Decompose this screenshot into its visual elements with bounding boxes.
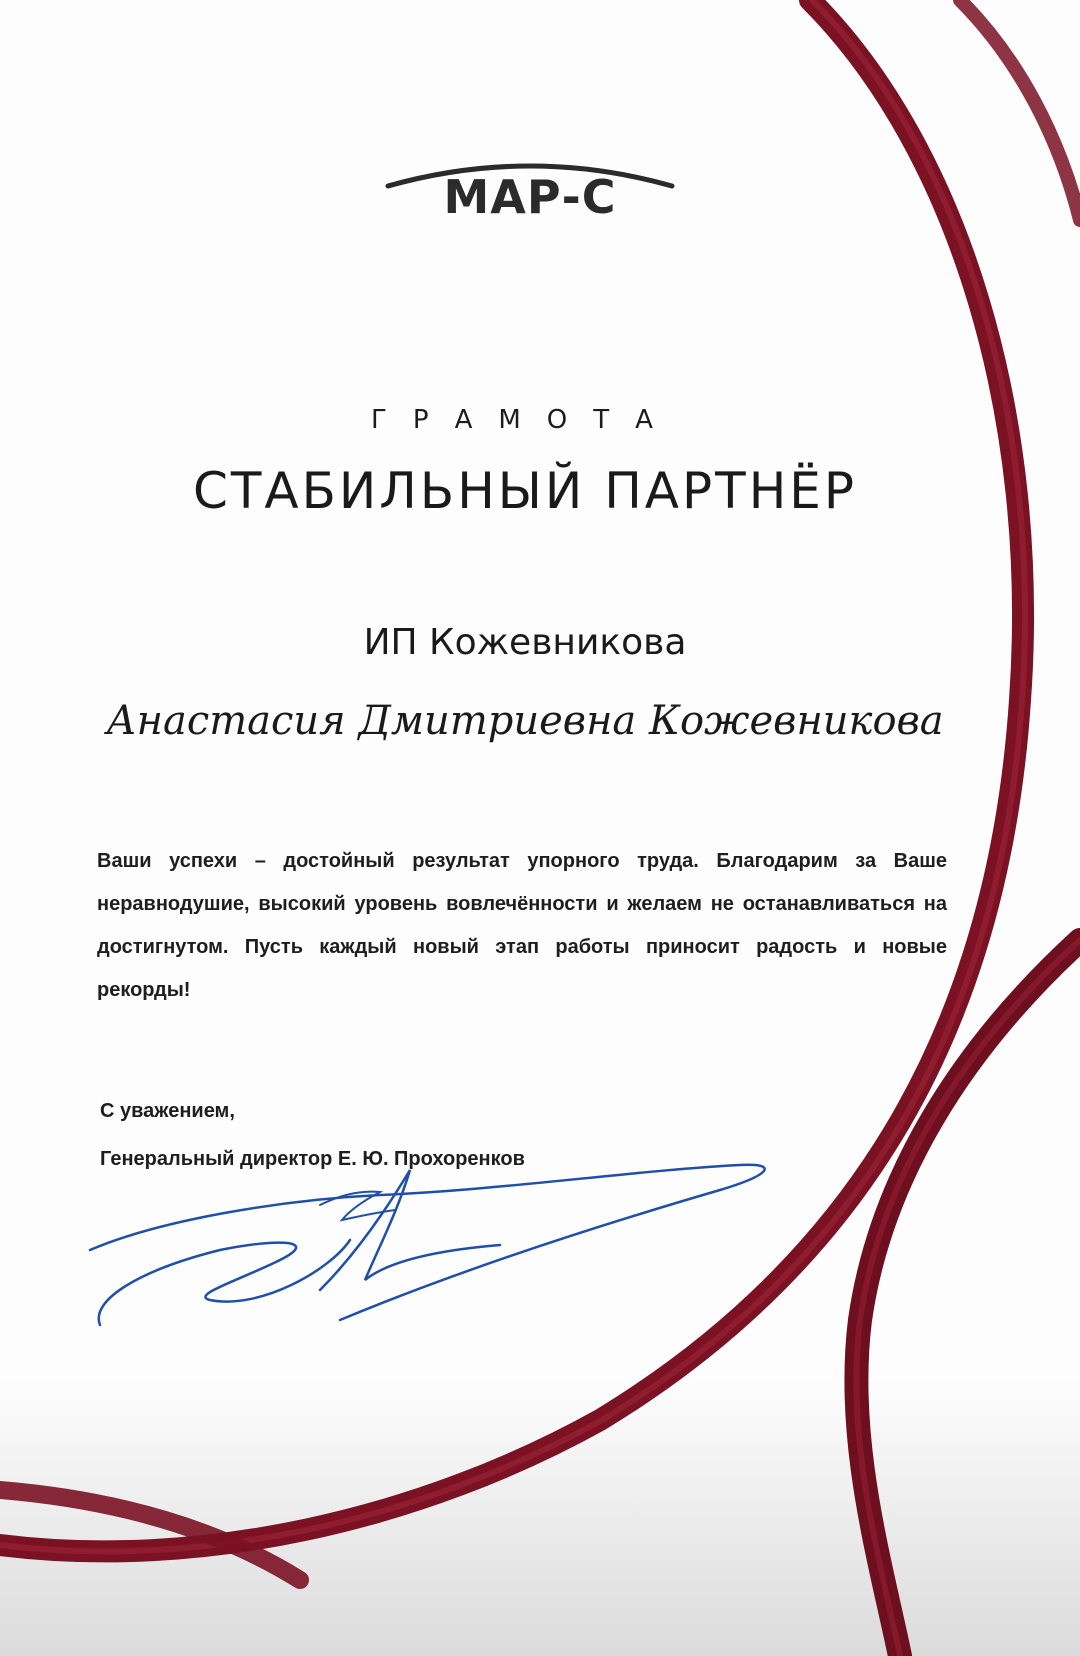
certificate-subtitle: ГРАМОТА — [371, 405, 679, 435]
certificate-title: СТАБИЛЬНЫЙ ПАРТНЁР — [192, 462, 858, 520]
logo-text: МАР-С — [443, 170, 617, 224]
director-line: Генеральный директор Е. Ю. Прохоренков — [100, 1148, 525, 1170]
recipient-name: Анастасия Дмитриевна Кожевникова — [106, 698, 944, 744]
recipient-company: ИП Кожевникова — [363, 622, 687, 663]
ribbon-arc-cross — [856, 940, 1080, 1656]
director-signature — [80, 1150, 800, 1360]
company-logo — [380, 150, 680, 240]
certificate-message: Ваши успехи – достойный результат упорного труда. Благодарим за Ваше неравнодушие, высокий уровень вовлечённости и желаем не останавливаться на достигнутом. Пусть каждый новый этап работы приносит радость и новые рекорды! — [97, 850, 947, 1001]
regards-text: С уважением, — [100, 1100, 235, 1122]
ribbon-arc-top — [960, 0, 1080, 220]
